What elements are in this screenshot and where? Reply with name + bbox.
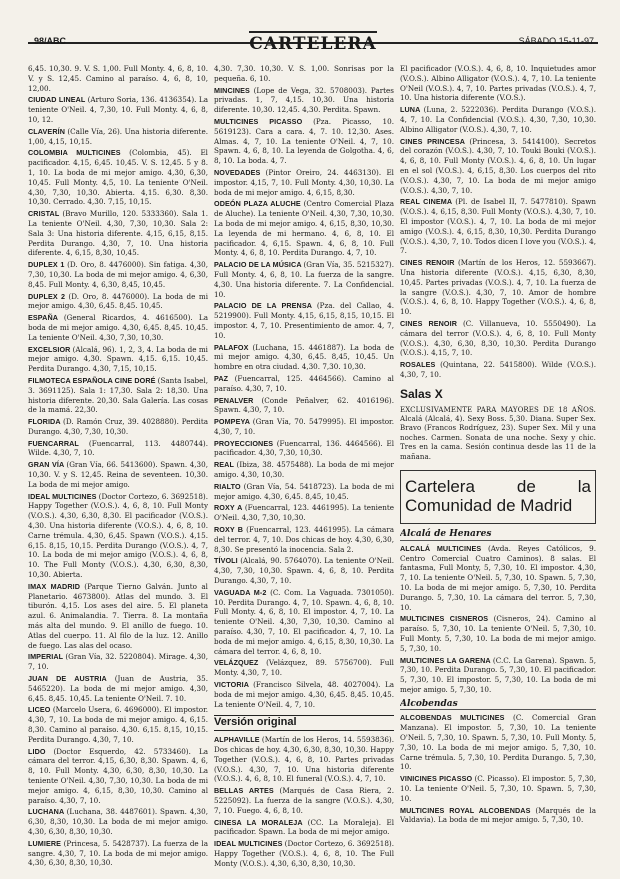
cinema-listing (214, 658, 394, 678)
cinema-showtimes: (C. Villanueva, 10. 5550490). La cámara del terror (V.O.S.). 4, 6, 8, 10. Full Monty (V.O.S.). 4,30, 6,30, 8,30, 10,30. Perdita Durango (V.O.S.). 4,15, 7, 10. (400, 318, 596, 358)
cinema-name: CINES PRINCESA (400, 136, 470, 146)
cinema-showtimes: (C. Comercial Gran Manzana). El impostor. 5, 7,30, 10. La teniente O'Neil. 5, 7,30, 10. Spawn. 5, 7,30, 10. Full Monty. 5, 7,30, 10. La boda de mi mejor amigo. 5, 7,30, 10. Carne trémula. 5, 7,30, 10. Perdita Durango. 5, 7,30, 10. (400, 713, 596, 772)
cinema-listing (28, 127, 208, 147)
cinema-name: TÍVOLI (214, 556, 241, 566)
cinema-name: ROSALES (400, 360, 441, 370)
cinema-listing (28, 839, 208, 868)
cinema-listing (400, 105, 596, 134)
cinema-showtimes: (C. Com. La Vaguada. 7301050). 10. Perdita Durango. 4, 7, 10. Spawn. 4, 6, 8, 10. Full Monty. 4, 6, 8, 10. El impostor. 4, 7, 10. La teniente O'Neil. 4,30, 7,30, 10,30. Camino al paraíso. 4,30, 7, 10. El pacificador. 4, 7, 10. La boda de mi mejor amigo. 4, 6,15, 8,30, 10,30. La cámara del terror. 4, 6, 8, 10. (214, 587, 394, 656)
cinema-listing (214, 839, 394, 868)
cinema-name: IMAX MADRID (28, 581, 85, 591)
vo-section-title: Versión original (214, 715, 394, 731)
cinema-listing (214, 260, 394, 299)
cinema-name: EXCELSIOR (28, 344, 73, 354)
cinema-showtimes: (Gran Vía, 35. 5215327). Full Monty. 4, 6, 8, 10. La fuerza de la sangre. 4,30. Una historia diferente. 7. La Confidencial. 10. (214, 260, 394, 299)
cinema-name: MULTICINES ROYAL ALCOBENDAS (400, 805, 536, 815)
cinema-name: ROXY B (214, 525, 247, 535)
cinema-name: PROYECCIONES (214, 438, 277, 448)
cinema-listing (214, 374, 394, 394)
cinema-showtimes: (Marqués de la Valdavia). La boda de mi mejor amigo. 5, 7,30, 10. (400, 805, 596, 825)
cinema-listing (214, 482, 394, 502)
column-3 (400, 64, 596, 827)
town-subtitle: Alcobendas (400, 700, 596, 711)
cinema-showtimes: (Bravo Murillo, 120. 5333360). Sala 1. La teniente O'Neil. 4,30, 7,30, 10,30. Sala 2: Sala 3: Una historia diferente. 4,15, 6,15, 8,15. Perdita Durango. 4,30, 7, 10. Una historia diferente. 4, 6,15, 8,30, 10,45. (28, 209, 208, 258)
cinema-listing (28, 376, 208, 415)
cinema-name: IDEAL MULTICINES (28, 491, 99, 501)
cinema-showtimes: (Cisneros, 24). Camino al paraíso. 5, 7,30, 10. La teniente O'Neil. 5, 7,30, 10. Full Monty. 5, 7,30, 10. La boda de mi mejor amigo. 5, 7,30, 10. (400, 614, 596, 653)
cinema-listing (28, 292, 208, 312)
cinema-showtimes: (Fuencarral, 123. 4461995). La teniente O'Neil. 4,30, 7,30, 10,30. (214, 503, 394, 523)
cinema-showtimes: 4,30. 7,30. 10,30. V. S. 1,00. Sonrisas por la pequeña. 6, 10. (214, 64, 394, 83)
cinema-listing (400, 774, 596, 803)
cinema-showtimes: (Fuencarral, 113. 4480744). Wilde. 4,30, 7, 10. (28, 438, 208, 458)
cinema-listing (400, 713, 596, 772)
cinema-listing (28, 148, 208, 207)
cinema-listing (28, 345, 208, 374)
cinema-name: PALACIO DE LA MÚSICA (214, 260, 304, 270)
cinema-showtimes: (Luna, 2. 5222036). Perdita Durango (V.O.S.). 4, 7, 10. La Confidencial (V.O.S.). 4,30, 7,30, 10,30. Albino Alligator (V.O.S.). 4,30, 7, 10. (400, 105, 596, 134)
cinema-showtimes: (Francisco Silvela, 48. 4027004). La boda de mi mejor amigo. 4,30, 6,45. 8,45. 10,45. La teniente O'Neil. 4, 7, 10. (214, 680, 394, 709)
cinema-name: CRISTAL (28, 209, 63, 219)
cinema-showtimes: (Centro Comercial Plaza de Aluche). La teniente O'Neil. 4,30, 7,30, 10,30. La boda de mi mejor amigo. 4, 6,15, 8,30, 10,30. La leyenda de mi hermano. 4, 6, 8, 10. El pacificador. 4, 6,15. Spawn. 4, 6, 8, 10. Full Monty. 4, 6, 8, 10. Perdita Durango. 4, 7, 10. (214, 199, 394, 258)
cinema-name: MULTICINES CISNEROS (400, 614, 494, 624)
cinema-showtimes: (C.C. La Garena). Spawn. 5, 7,30, 10. Perdita Durango. 5, 7,30, 10. El pacificador. 5, 7,30, 10. El impostor. 5, 7,30, 10. La boda de mi mejor amigo. 5, 7,30, 10. (400, 655, 596, 694)
cinema-showtimes: (Lope de Vega, 32. 5708003). Partes privadas. 1, 7, 4,15. 10,30. Una historia diferente. 10,30. 12,45. 4,30. Perdita. Spawn. (214, 85, 394, 115)
cinema-listing (28, 95, 208, 124)
cinema-showtimes: (Luchana, 38. 4487601). Spawn. 4,30, 6,30, 8,30, 10,30. La boda de mi mejor amigo. 4,30, 6,30, 8,30, 10,30. (28, 807, 208, 836)
cinema-name: CINESA LA MORALEJA (214, 817, 308, 827)
cinema-listing (214, 417, 394, 437)
cinema-listing (214, 117, 394, 166)
cinema-showtimes: (Doctor Cortezo, 6. 3692518). Happy Together (V.O.S.). 4, 6, 8, 10. Full Monty (V.O.S.). 4,30, 6,30, 8,30. El pacificador (V.O.S.). 4,30. Una historia diferente (V.O.S.). 4, 6, 8, 10. Carne trémula. 4,30, 6,45. Spawn (V.O.S.). 4,15. 6,15. 8,15, 10,15. Perdita Durango (V.O.S.). 4, 7, 10. La boda de mi mejor amigo (V.O.S.). 4, 6, 8, 10. The Full Monty (V.O.S.). 4,30, 6,30, 8,30, 10,30. Abierta. (28, 491, 208, 580)
cinema-showtimes: (D. Oro, 8. 4476000). La boda de mi mejor amigo. 4,30, 6,45. 8,45. 10,45. (28, 291, 208, 311)
cinema-listing (400, 806, 596, 826)
cinema-listing (400, 656, 596, 695)
cinema-showtimes: (Gran Vía, 66. 5413600). Spawn. 4,30, 10,30. V. y S. 12,45. Reina de seventeen. 10,30. La boda de mi mejor amigo. (28, 460, 208, 489)
column-2 (214, 64, 394, 871)
cinema-showtimes: (Fuencarral, 125. 4464566). Camino al paraíso. 4,30, 7, 10. (214, 373, 394, 393)
cinema-showtimes: (Luchana, 15. 4461887). La boda de mi mejor amigo. 4,30, 6,45. 8,45, 10,45. Un hombre en otra ciudad. 4,30. 7,30. 10,30. (214, 342, 394, 372)
cinema-showtimes: (Avda. Reyes Católicos, 9. Centro Comercial Cuatro Caminos). 8 salas. El fantasma, Full Monty, 5, 7,30, 10. El impostor. 4,30, 7, 10. La teniente O'Neil. 5, 7,30, 10. Spawn. 5, 7,30, 10. La boda de mi mejor amigo. 5, 7,30, 10. Perdita Durango. 5, 7,30, 10. La cámara del terror. 5, 7,30, 10. (400, 543, 596, 612)
cinema-listing (214, 556, 394, 585)
cinema-name: RIALTO (214, 481, 244, 491)
cinema-showtimes: (Doctor Cortezo, 6. 3692518). Happy Together (V.O.S.). 4, 6, 8, 10. The Full Monty (V.O.S.). 4,30, 6,30, 8,30, 10,30. (214, 839, 394, 868)
cinema-name: COLOMBIA MULTICINES (28, 148, 130, 158)
cinema-name: CINES RENOIR (400, 258, 458, 268)
cinema-listing (400, 360, 596, 380)
cinema-name: FILMOTECA ESPAÑOLA CINE DORÉ (28, 375, 158, 385)
cinema-showtimes: (Quintana, 22. 5415800). Wilde (V.O.S.). 4,30, 7, 10. (400, 360, 596, 379)
cinema-showtimes: (Velázquez, 89. 5756700). Full Monty. 4,30, 7, 10. (214, 658, 394, 678)
cinema-listing (214, 525, 394, 554)
cinema-name: FUENCARRAL (28, 438, 89, 448)
cinema-name: LUNA (400, 105, 424, 115)
cinema-showtimes: (Santa Isabel, 3. 3691125). Sala 1: 17,30. Sala 2: 18,30. Una historia diferente. 20,30. Sala Galería. Las cosas de la mamá. 22,30. (28, 375, 208, 415)
cinema-listing (28, 705, 208, 744)
cinema-showtimes: (Gran Vía, 54. 5418723). La boda de mi mejor amigo. 4,30, 6,45. 8,45, 10,45. (214, 481, 394, 501)
cinema-listing (214, 818, 394, 838)
cinema-showtimes: (Pintor Oreiro, 24. 4463130). El impostor. 4,15, 7, 10. Full Monty. 4,30, 10,30. La boda de mi mejor amigo. 4, 6,15, 8,30. (214, 167, 394, 197)
cinema-name: ALPHAVILLE (214, 735, 262, 745)
cinema-listing (214, 588, 394, 657)
cinema-showtimes: (CC. La Moraleja). El pacificador. Spawn. La boda de mi mejor amigo. (214, 817, 394, 837)
cinema-showtimes: (Martín de los Heros, 14. 5593836). Dos chicas de hoy. 4,30, 6,30, 8,30, 10,30. Happy Together (V.O.S.). 4, 6, 8, 10. Partes privadas (V.O.S.). 4,30, 7, 10. Una historia diferente (V.O.S.). 4, 6, 8, 10. El funeral (V.O.S.). 4, 7, 10. (214, 735, 394, 784)
cinema-name: REAL (214, 460, 237, 470)
cinema-showtimes: (Arturo Soria, 136. 4136354). La teniente O'Neil. 4, 7,30, 10. Full Monty. 4, 6, 8, 10, 12. (28, 95, 208, 124)
cinema-name: PENALVER (214, 395, 262, 405)
cinema-listing (214, 199, 394, 258)
cinema-showtimes: (Marqués de Casa Riera, 2. 5225092). La fuerza de la sangre (V.O.S.). 4,30, 7, 10. Fuego. 4, 6, 8, 10. (214, 786, 394, 815)
cinema-showtimes: (Princesa, 3. 5414100). Secretos del corazón (V.O.S.). 4,30, 7, 10. Touki Bouki (V.O.S.). 4, 6, 8, 10. Full Monty (V.O.S.). 4, 6, 8, 10. Un lugar en el sol (V.O.S.). 4, 6,15, 8,30. Los cuerpos del rito (V.O.S.). 4,30, 7, 10. La boda de mi mejor amigo (V.O.S.). 4,30, 7, 10. (400, 136, 596, 195)
cinema-showtimes: (Pl. de Isabel II, 7. 5477810). Spawn (V.O.S.). 4, 6,15, 8,30. Full Monty (V.O.S.). 4,30, 7, 10. El impostor (V.O.S.). 4, 7, 10. La boda de mi mejor amigo (V.O.S.). 4, 6,15, 8,30, 10,30. Perdita Durango (V.O.S.). 4,30, 7, 10. Todos dicen I love you (V.O.S.). 4, 7. (400, 197, 596, 256)
cinema-showtimes: (D. Ramón Cruz, 39. 4028880). Perdita Durango. 4,30, 7,30, 10,30. (28, 417, 208, 436)
cinema-name: ROXY A (214, 503, 245, 513)
cinema-listing (28, 492, 208, 580)
cinema-listing (214, 439, 394, 459)
cinema-name: FLORIDA (28, 417, 64, 427)
cinema-name: VICTORIA (214, 680, 254, 690)
cinema-name: MULTICINES PICASSO (214, 116, 314, 126)
cinema-name: BELLAS ARTES (214, 786, 280, 796)
cinema-listing (28, 64, 208, 93)
cinema-listing (214, 396, 394, 416)
cinema-listing (28, 674, 208, 703)
cinema-listing (214, 735, 394, 784)
cinema-listing (28, 209, 208, 258)
town-subtitle: Alcalá de Henares (400, 530, 596, 541)
cinema-name: ESPAÑA (28, 313, 64, 323)
cinema-showtimes: (Princesa, 5. 5428737). La fuerza de la sangre. 4,30, 7, 10. La boda de mi mejor amigo. 4,30, 6,30, 8,30, 10,30. (28, 838, 208, 868)
cinema-listing (28, 460, 208, 489)
cinema-listing (28, 807, 208, 836)
cinema-listing (214, 680, 394, 709)
page-number-brand: 98/ABC (34, 36, 67, 46)
cinema-name: VINICINES PICASSO (400, 774, 475, 784)
cinema-name: JUAN DE AUSTRIA (28, 674, 115, 684)
issue-date: SÁBADO 15-11-97 (518, 36, 594, 46)
cinema-listing (400, 319, 596, 358)
cinema-showtimes: (Juan de Austria, 35. 5465220). La boda de mi mejor amigo. 4,30, 6,45. 8,45. 10,45. La teniente O'Neil. 7. 10. (28, 674, 208, 703)
cinema-showtimes: (Fuencarral, 123. 4461995). La cámara del terror. 4, 7, 10. Dos chicas de hoy. 4,30, 6,30, 8,30. Se presentó la inocencia. Sala 2. (214, 525, 394, 554)
cinema-listing (400, 614, 596, 653)
cinema-showtimes: (Ibiza, 38. 4575488). La boda de mi mejor amigo. 4,30, 10,30. (214, 460, 394, 480)
cinema-name: GRAN VÍA (28, 460, 67, 470)
cinema-name: VAGUADA M-2 (214, 587, 271, 597)
cinema-showtimes: (Alcalá, 96). 1, 2, 3, 4. La boda de mi mejor amigo. 4,30. Spawn. 4,15. 6,15. 10,45. Perdita Durango. 4,30, 7,15, 10,15. (28, 344, 208, 374)
cinema-listing (214, 343, 394, 372)
cinema-showtimes: (Colombia, 45). El pacificador. 4,15, 6,45. 10,45. V. S. 12,45. 5 y 8. 1, 10. La boda de mi mejor amigo. 4,30, 6,30, 10,45. Full Monty. 4,5, 10. La teniente O'Neil. 4,30, 7,30, 10,30. Abierta. 4,15. 6,30. 8,30. 10,30. Cerrado. 4,30. 7,15, 10,15. (28, 148, 208, 207)
cinema-name: CIUDAD LINEAL (28, 95, 88, 105)
cinema-listing (214, 86, 394, 115)
cinema-name: DUPLEX 2 (28, 291, 69, 301)
cinema-listing (400, 258, 596, 317)
cinema-listing (28, 439, 208, 459)
cinema-showtimes: (D. Oro, 8. 4476000). Sin fatiga. 4,30, 7,30, 10,30. La boda de mi mejor amigo. 4, 6,30, 8,45. Full Monty. 4, 6,30, 8,45, 10,45. (28, 260, 208, 289)
salas-x-title: Salas X (400, 386, 443, 401)
cinema-name: VELÁZQUEZ (214, 658, 267, 668)
section-title: CARTELERA (28, 34, 598, 54)
cinema-name: LICEO (28, 705, 53, 715)
cinema-listing (214, 301, 394, 340)
cinema-name: PALACIO DE LA PRENSA (214, 301, 317, 311)
cinema-name: REAL CINEMA (400, 197, 456, 207)
cinema-listing (214, 64, 394, 84)
cinema-listing (400, 197, 596, 256)
cinema-showtimes: (Conde Peñalver, 62. 4016196). Spawn. 4,30, 7, 10. (214, 395, 394, 415)
cinema-showtimes: (C. Picasso). El impostor. 5, 7,30, 10. La teniente O'Neil. 5, 7,30, 10. Spawn. 5, 7,30, 10. (400, 774, 596, 803)
cinema-listing (28, 313, 208, 342)
cinema-name: MINCINES (214, 85, 254, 95)
cinema-listing (214, 503, 394, 523)
cinema-showtimes: 6,45. 10,30. 9. V. S. 1,00. Full Monty. 4, 6, 8, 10. V. y S. 12,45. Camino al paraíso. 4, 6, 8, 10, 12,00. (28, 64, 208, 93)
cinema-showtimes: (Calle Vía, 26). Una historia diferente. 1,00, 4,15, 10,15. (28, 126, 208, 146)
cinema-showtimes: (General Ricardos, 4. 4616500). La boda de mi mejor amigo. 4,30, 6,45. 8,45. 10,45. La teniente O'Neil. 4,30, 7,30, 10,30. (28, 313, 208, 342)
cinema-listing (28, 417, 208, 437)
column-1 (28, 64, 208, 870)
cinema-showtimes: (Martín de los Heros, 12. 5593667). Una historia diferente (V.O.S.). 4,15, 6,30, 8,30, 10,45. Partes privadas (V.O.S.). 4, 7, 10. La fuerza de la sangre (V.O.S.). 4,30, 7, 10. Amor de hombre (V.O.S.). 4, 6, 8, 10. Happy Together (V.O.S.). 4, 6, 8, 10. (400, 258, 596, 317)
cinema-name: POMPEYA (214, 417, 253, 427)
cinema-name: NOVEDADES (214, 167, 266, 177)
cinema-name: ALCOBENDAS MULTICINES (400, 713, 514, 723)
cinema-name: CLAVERÍN (28, 126, 68, 136)
cinema-name: PAZ (214, 373, 235, 383)
cinema-name: LUCHANA (28, 807, 67, 817)
cinema-listing (214, 460, 394, 480)
cinema-name: LIDO (28, 746, 54, 756)
cinema-name: ODEÓN PLAZA ALUCHE (214, 199, 304, 209)
salas-x-listing: EXCLUSIVAMENTE PARA MAYORES DE 18 AÑOS. Alcalá (Alcalá, 4). Sexy Boss. 5,30. Diana. Super Sex. Bravo (Francos Rodríguez, 23). Super Sex. Mil y una noches. Carmen. Sonata de una noche. Sexy y chic. Tres en la cama. Sesión continua desde las 11 de la mañana. (400, 405, 596, 461)
cinema-name: LUMIERE (28, 838, 64, 848)
cinema-listing (400, 544, 596, 613)
cinema-showtimes: (Doctor Esquerdo, 42. 5733460). La cámara del terror. 4,15, 6,30, 8,30. Spawn. 4, 6, 8, 10. Full Monty. 4,30, 6,30, 8,30, 10,30. La teniente O'Neil. 4,30, 7,30, 10,30. La boda de mi mejor amigo. 4, 6,15, 8,30, 10,30. Camino al paraíso. 4,30, 7, 10. (28, 746, 208, 805)
cinema-showtimes: (Gran Vía, 70. 5479995). El impostor. 4,30, 7, 10. (214, 417, 394, 436)
cinema-name: ALCALÁ MULTICINES (400, 543, 488, 553)
page-header (28, 14, 598, 54)
cinema-showtimes: (Alcalá, 90. 5764070). La teniente O'Neil. 4,30, 7,30, 10,30. Spawn. 4, 6, 8, 10. Perdita Durango. 4,30, 7, 10. (214, 556, 394, 586)
cinema-listing (28, 260, 208, 289)
cinema-name: PALAFOX (214, 342, 253, 352)
comunidad-madrid-box: Cartelera de la Comunidad de Madrid (400, 470, 596, 524)
cinema-listing (214, 786, 394, 815)
cinema-showtimes: (Gran Vía, 32. 5220804). Mirage. 4,30, 7, 10. (28, 652, 208, 672)
cinema-listing (400, 64, 596, 103)
cinema-showtimes: (Marcelo Usera, 6. 4696000). El impostor. 4,30, 7, 10. La boda de mi mejor amigo. 4, 6,15. 8,30. Camino al paraíso. 4,30. 6,15. 8,15, 10,15. Perdita Durango. 4,30, 7, 10. (28, 705, 208, 744)
cinema-showtimes: (Fuencarral, 136. 4464566). El pacificador. 4,30, 7,30, 10,30. (214, 438, 394, 458)
cinema-listing (400, 137, 596, 196)
cinema-showtimes: (Parque Tierno Galván. Junto al Planetario. 4673800). Atlas del mundo. 3. El tiburón. 4,15. Los ases del aire. 5. El planeta azul. 6. Animalandia. 7. Tierra. 8. La montaña más alta del mundo. 9. El anillo de fuego. 10. Atlas del cuerpo. 11. Al filo de la luz. 12. Anillo de fuego. Las alas del ocaso. (28, 581, 208, 650)
cinema-name: IMPERIAL (28, 652, 66, 662)
cinema-listing (28, 747, 208, 806)
cinema-listing (28, 652, 208, 672)
cinema-showtimes: (Pza. Picasso, 10. 5619123). Cara a cara. 4, 7. 10. 12,30. Ases. Almas. 4, 7, 10. La teniente O'Neil. 4, 7, 10. Spawn. 4, 6, 8, 10. La leyenda de Golgotha. 4, 6, 8, 10. La boda. 4, 7. (214, 116, 394, 166)
cinema-listing (28, 582, 208, 651)
cinema-name: DUPLEX 1 (28, 260, 68, 270)
cinema-listing (214, 168, 394, 197)
cinema-name: MULTICINES LA GARENA (400, 655, 493, 665)
cinema-showtimes: El pacificador (V.O.S.). 4, 6, 8, 10. Inquietudes amor (V.O.S.). Albino Alligator (V.O.S.). 4, 7, 10. La teniente O'Neil (V.O.S.). 4, 7, 10. Partes privadas (V.O.S.). 4, 7, 10. Una historia diferente (V.O.S.). (400, 64, 596, 103)
cinema-name: CINES RENOIR (400, 318, 463, 328)
cinema-showtimes: (Pza. del Callao, 4. 5219900). Full Monty. 4,15, 6,15, 8,15, 10,15. El impostor. 4, 7, 10. Presentimiento de amor. 4, 7, 10. (214, 301, 394, 340)
cinema-name: IDEAL MULTICINES (214, 839, 285, 849)
